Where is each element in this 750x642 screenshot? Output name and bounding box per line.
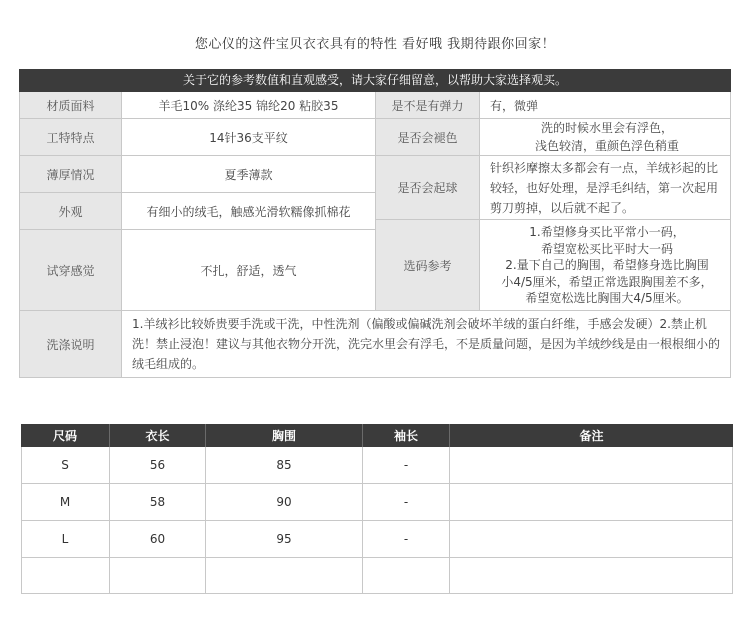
wash-label: 洗涤说明 xyxy=(20,311,122,377)
size-ref-label: 选码参考 xyxy=(376,220,480,311)
fit-label: 试穿感觉 xyxy=(20,230,122,311)
attributes-table xyxy=(19,69,731,378)
chest-cell xyxy=(206,558,363,593)
notes-cell xyxy=(450,558,733,593)
attributes-table-header: 关于它的参考数值和直观感受，请大家仔细留意，以帮助大家选择观买。 xyxy=(19,69,731,92)
elastic-label: 是不是有弹力 xyxy=(376,92,480,119)
fade-line: 浅色较清，重颜色浮色稍重 xyxy=(534,139,679,153)
size-ref-line: 1.希望修身买比平常小一码， xyxy=(529,225,685,239)
size-cell xyxy=(21,558,110,593)
length-cell: 56 xyxy=(110,447,206,484)
appearance-label: 外观 xyxy=(20,193,122,230)
notes-cell xyxy=(450,447,733,484)
size-table xyxy=(21,424,733,594)
craft-value: 14针36支平纹 xyxy=(122,119,376,156)
fit-value: 不扎，舒适，透气 xyxy=(122,230,376,311)
fade-line: 洗的时候水里会有浮色， xyxy=(540,121,673,135)
table-row xyxy=(21,558,733,593)
notes-cell xyxy=(450,521,733,558)
table-row xyxy=(21,521,733,558)
chest-cell: 90 xyxy=(206,484,363,521)
chest-cell: 95 xyxy=(206,521,363,558)
length-cell: 60 xyxy=(110,521,206,558)
notes-cell xyxy=(450,484,733,521)
fade-value xyxy=(480,119,730,156)
table-row xyxy=(21,484,733,521)
sleeve-cell: - xyxy=(363,447,450,484)
fade-label: 是否会褪色 xyxy=(376,119,480,156)
chest-cell: 85 xyxy=(206,447,363,484)
length-cell: 58 xyxy=(110,484,206,521)
size-table-header xyxy=(21,424,733,447)
sleeve-cell: - xyxy=(363,521,450,558)
material-label: 材质面料 xyxy=(20,92,122,119)
header-notes: 备注 xyxy=(450,424,733,447)
length-cell xyxy=(110,558,206,593)
size-ref-line: 希望宽松买比平时大一码 xyxy=(540,241,673,256)
size-ref-line: 2.量下自己的胸围，希望修身选比胸围 xyxy=(505,258,709,272)
appearance-value: 有细小的绒毛，触感光滑软糯像抓棉花 xyxy=(122,193,376,230)
pilling-value: 针织衫摩擦太多都会有一点，羊绒衫起的比较轻，也好处理，是浮毛纠结，第一次起用剪刀剪掉，以后就不起了。 xyxy=(480,156,730,220)
thickness-value: 夏季薄款 xyxy=(122,156,376,193)
header-length: 衣长 xyxy=(110,424,206,447)
elastic-value: 有，微弹 xyxy=(480,92,730,119)
sleeve-cell xyxy=(363,558,450,593)
sleeve-cell: - xyxy=(363,484,450,521)
pilling-label: 是否会起球 xyxy=(376,156,480,220)
size-cell: L xyxy=(21,521,110,558)
header-sleeve: 袖长 xyxy=(363,424,450,447)
material-value: 羊毛10% 涤纶35 锦纶20 粘胶35 xyxy=(122,92,376,119)
size-ref-line: 小4/5厘米，希望正常选跟胸围差不多， xyxy=(501,274,713,289)
size-cell: S xyxy=(21,447,110,484)
size-cell: M xyxy=(21,484,110,521)
table-row xyxy=(21,447,733,484)
wash-value: 1.羊绒衫比较娇贵要手洗或干洗，中性洗剂（偏酸或偏碱洗剂会破坏羊绒的蛋白纤维，手感会发硬）2.禁止机洗！禁止浸泡！建议与其他衣物分开洗，洗完水里会有浮毛，不是质量问题，是因为羊绒纱线是由一根根细小的绒毛组成的。 xyxy=(122,311,730,377)
size-ref-line: 希望宽松选比胸围大4/5厘米。 xyxy=(525,291,689,305)
size-ref-value xyxy=(480,220,730,311)
craft-label: 工特特点 xyxy=(20,119,122,156)
header-chest: 胸围 xyxy=(206,424,363,447)
thickness-label: 薄厚情况 xyxy=(20,156,122,193)
page-headline: 您心仪的这件宝贝衣衣具有的特性 看好哦 我期待跟你回家！ xyxy=(194,37,556,52)
header-size: 尺码 xyxy=(21,424,110,447)
